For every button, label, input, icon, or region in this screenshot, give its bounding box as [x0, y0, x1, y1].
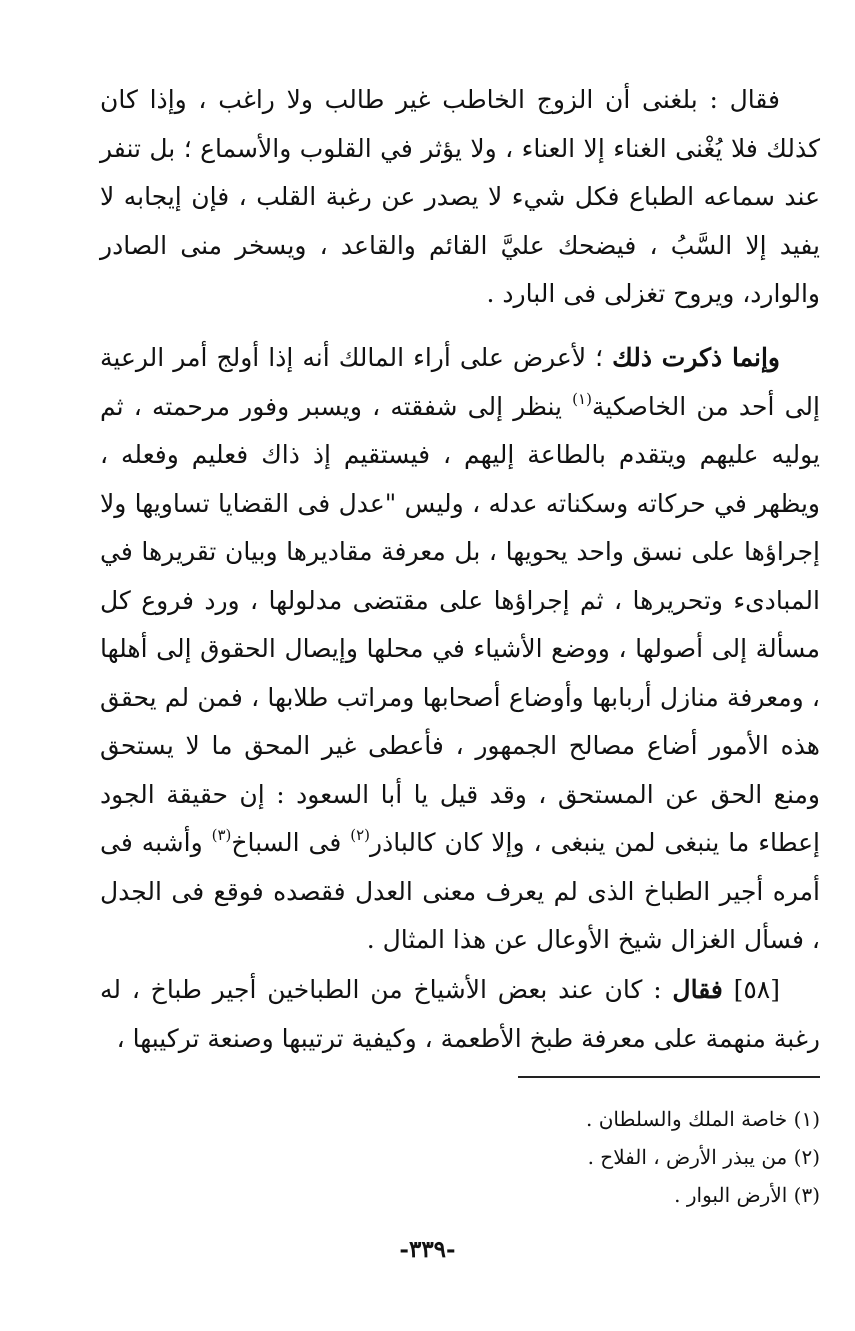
footnote-divider	[518, 1076, 820, 1078]
paragraph-3-text: : كان عند بعض الأشياخ من الطباخين أجير طباخ ، له رغبة منهمة على معرفة طبخ الأطعمة ، وكيفية ترتيبها وصنعة تركيبها ،	[100, 975, 820, 1053]
paragraph-2-text-b: ينظر إلى شفقته ، ويسبر وفور مرحمته ، ثم يوليه عليهم ويتقدم بالطاعة إليهم ، فيستقيم إذ ذاك فعليم وفعله ، ويظهر في حركاته وسكناته عدله ، وليس "عدل فى القضايا تساويها ولا إجراؤها على نسق واحد يحويها ، بل معرفة مقاديرها وبيان تقريرها في المبادىء وتحريرها ، ثم إجراؤها على مقتضى مدلولها ، ورد فروع كل مسألة إلى أصولها ، ووضع الأشياء في محلها وإيصال الحقوق إلى أهلها ، ومعرفة منازل أربابها وأوضاع أصحابها ومراتب طلابها ، فمن لم يحقق هذه الأمور أضاع مصالح الجمهور ، فأعطى غير المحق ما لا يستحق ومنع الحق عن المستحق ، وقد قيل يا أبا السعود : إن حقيقة الجود إعطاء ما ينبغى لمن ينبغى ، وإلا كان كالباذر	[100, 391, 820, 857]
page-number: -٣٣٩-	[399, 1236, 456, 1263]
paragraph-1	[100, 76, 820, 319]
paragraph-3-lead: فقال	[672, 975, 723, 1004]
footnote-2: (٢) من يبذر الأرض ، الفلاح .	[587, 1145, 820, 1169]
footnote-1: (١) خاصة الملك والسلطان .	[586, 1107, 820, 1131]
paragraph-2-text-a: ؛ لأعرض على أراء المالك أنه إذا أولج أمر الرعية إلى أحد من الخاصكية	[100, 343, 820, 421]
paragraph-2	[100, 334, 820, 965]
paragraph-1-text: فقال : بلغنى أن الزوج الخاطب غير طالب ولا راغب ، وإذا كان كذلك فلا يُغْنى الغناء إلا العناء ، ولا يؤثر في القلوب والأسماع ؛ بل تنفر عند سماعه الطباع فكل شيء لا يصدر عن رغبة القلب ، فإن إيجابه لا يفيد إلا السَّبُ ، فيضحك عليَّ القائم والقاعد ، ويسخر منى الصادر والوارد، ويروح تغزلى فى البارد .	[100, 85, 820, 308]
section-number: [٥٨]	[733, 975, 780, 1004]
paragraph-3	[100, 966, 820, 1063]
footnote-ref-2: (٢)	[350, 826, 370, 844]
footnote-3: (٣) الأرض البوار .	[674, 1183, 820, 1207]
paragraph-2-text-d: وأشبه فى أمره أجير الطباخ الذى لم يعرف معنى العدل فقصده فوقع فى الجدل ، فسأل الغزال شيخ الأوعال عن هذا المثال .	[100, 828, 820, 954]
footnote-ref-1: (١)	[572, 389, 592, 408]
paragraph-2-lead: وإنما ذكرت ذلك	[612, 343, 780, 372]
paragraph-2-text-c: فى السباخ	[231, 828, 351, 857]
footnote-ref-3: (٣)	[211, 826, 232, 844]
footnotes	[100, 1100, 820, 1214]
